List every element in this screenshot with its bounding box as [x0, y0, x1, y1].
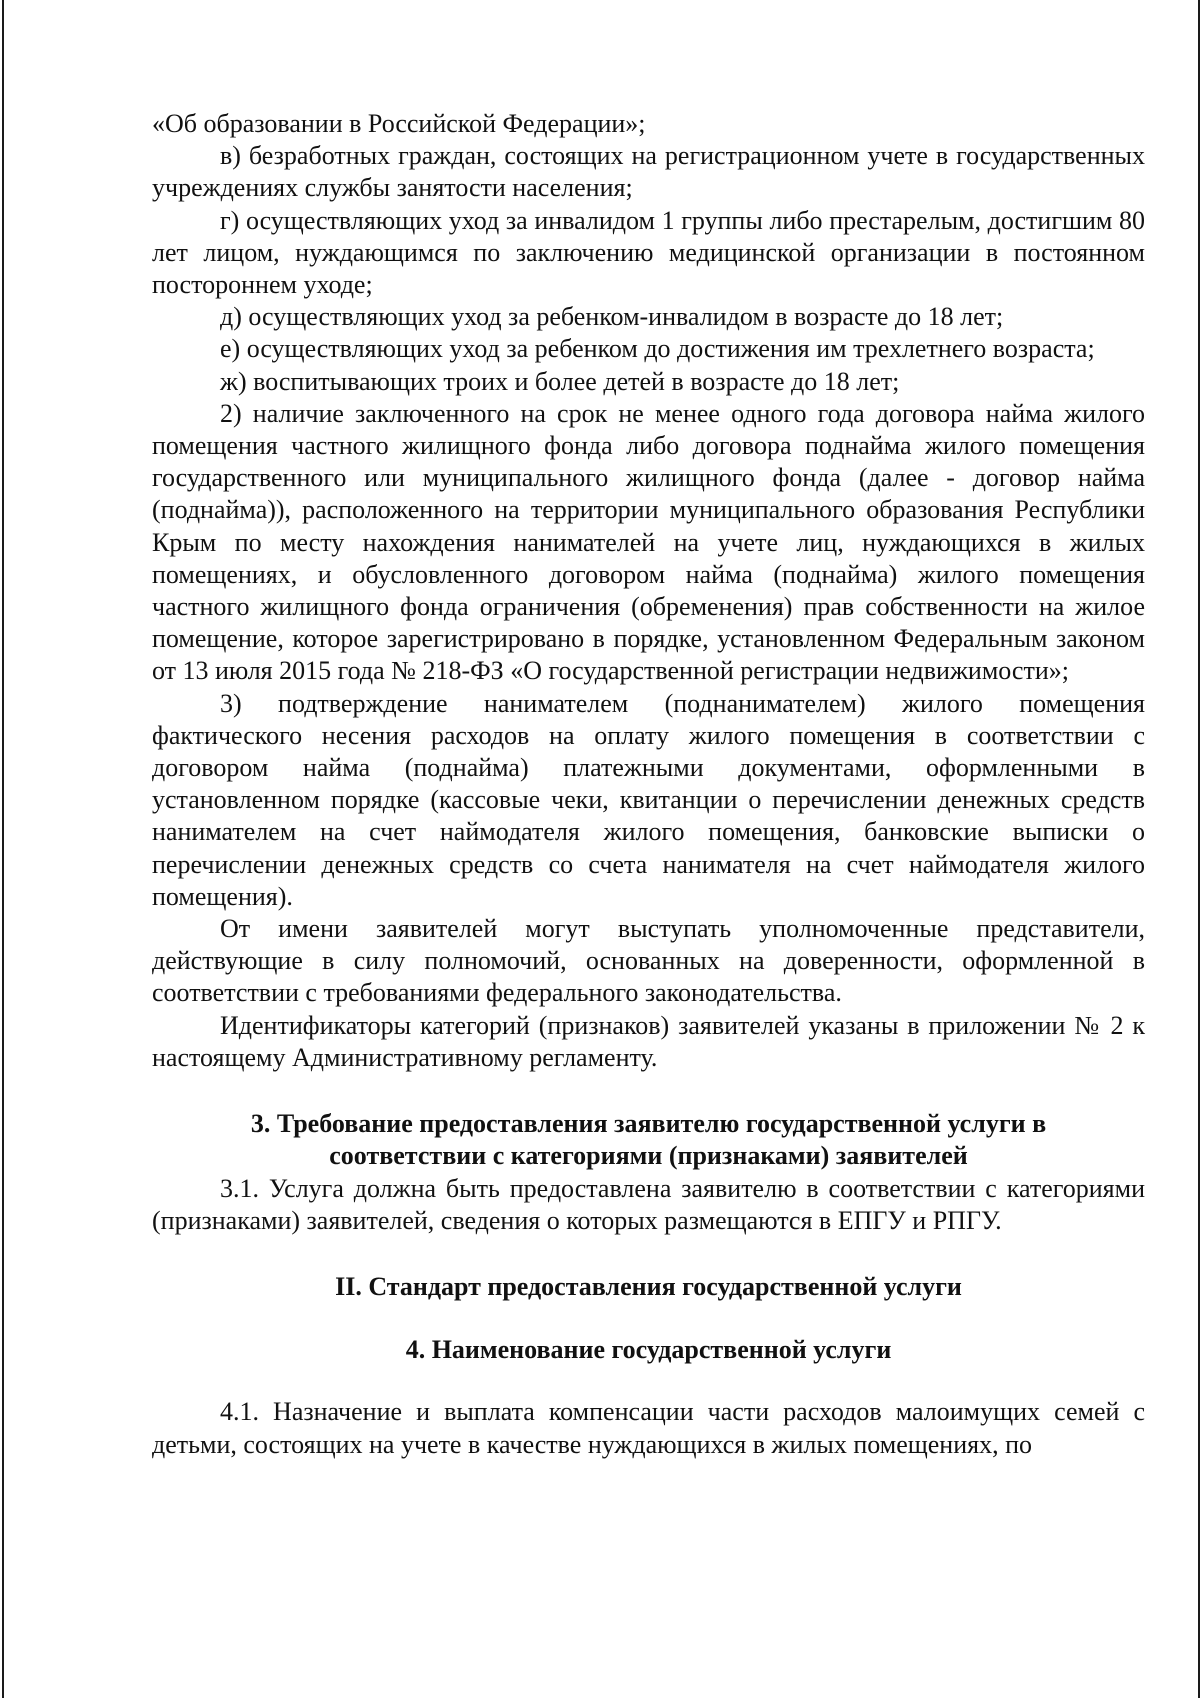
section-3-heading-line-1: 3. Требование предоставления заявителю государственной услуги в [250, 1109, 1047, 1139]
paragraph-3-1: 3.1. Услуга должна быть предоставлена заявителю в соответствии с категориями (признаками) заявителей, сведения о которых размещаются в ЕПГУ и РПГУ. [152, 1173, 1145, 1235]
paragraph-item-d: д) осуществляющих уход за ребенком-инвалидом в возрасте до 18 лет; [220, 302, 1004, 332]
spacer [152, 1237, 1145, 1271]
section-4-heading: 4. Наименование государственной услуги [405, 1335, 892, 1365]
spacer [152, 1074, 1145, 1108]
paragraph-law-title-tail: «Об образовании в Российской Федерации»; [152, 109, 646, 138]
paragraph-item-3: 3) подтверждение нанимателем (поднанимателем) жилого помещения фактического несения расходов на оплату жилого помещения в соответствии с договором найма (поднайма) платежными документами, оформленными в установленном порядке (кассовые чеки, квитанции о перечислении денежных средств нанимателем на счет наймодателя жилого помещения, банковские выписки о перечислении денежных средств со счета нанимателя на счет наймодателя жилого помещения). [152, 688, 1145, 911]
document-body [152, 108, 1145, 1461]
spacer [152, 1366, 1145, 1396]
paragraph-item-2: 2) наличие заключенного на срок не менее одного года договора найма жилого помещения частного жилищного фонда либо договора поднайма жилого помещения государственного или муниципального жилищного фонда (далее - договор найма (поднайма)), расположенного на территории муниципального образования Республики Крым по месту нахождения нанимателей на учете лиц, нуждающихся в жилых помещениях, и обусловленного договором найма (поднайма) жилого помещения частного жилищного фонда ограничения (обременения) прав собственности на жилое помещение, которое зарегистрировано в порядке, установленном Федеральным законом от 13 июля 2015 года № 218-ФЗ «О государственной регистрации недвижимости»; [152, 398, 1145, 686]
paragraph-item-g: г) осуществляющих уход за инвалидом 1 группы либо престарелым, достигшим 80 лет лицом, нуждающимся по заключению медицинской организации в постоянном постороннем уходе; [152, 205, 1145, 300]
paragraph-representatives: От имени заявителей могут выступать уполномоченные представители, действующие в силу полномочий, основанных на доверенности, оформленной в соответствии с требованиями федерального законодательства. [152, 914, 1145, 1008]
section-3-heading-line-2: соответствии с категориями (признаками) заявителей [329, 1141, 968, 1171]
paragraph-item-e: е) осуществляющих уход за ребенком до достижения им трехлетнего возраста; [220, 334, 1095, 364]
paragraph-item-v: в) безработных граждан, состоящих на регистрационном учете в государственных учреждениях службы занятости населения; [152, 141, 1145, 203]
paragraph-identifiers: Идентификаторы категорий (признаков) заявителей указаны в приложении № 2 к настоящему Административному регламенту. [152, 1010, 1145, 1072]
part-2-heading: II. Стандарт предоставления государственной услуги [335, 1271, 962, 1301]
spacer [152, 1303, 1145, 1334]
scan-edge-left [2, 0, 4, 1698]
paragraph-4-1: 4.1. Назначение и выплата компенсации части расходов малоимущих семей с детьми, состоящих на учете в качестве нуждающихся в жилых помещениях, по [152, 1397, 1145, 1459]
paragraph-item-zh: ж) воспитывающих троих и более детей в возрасте до 18 лет; [220, 366, 900, 396]
